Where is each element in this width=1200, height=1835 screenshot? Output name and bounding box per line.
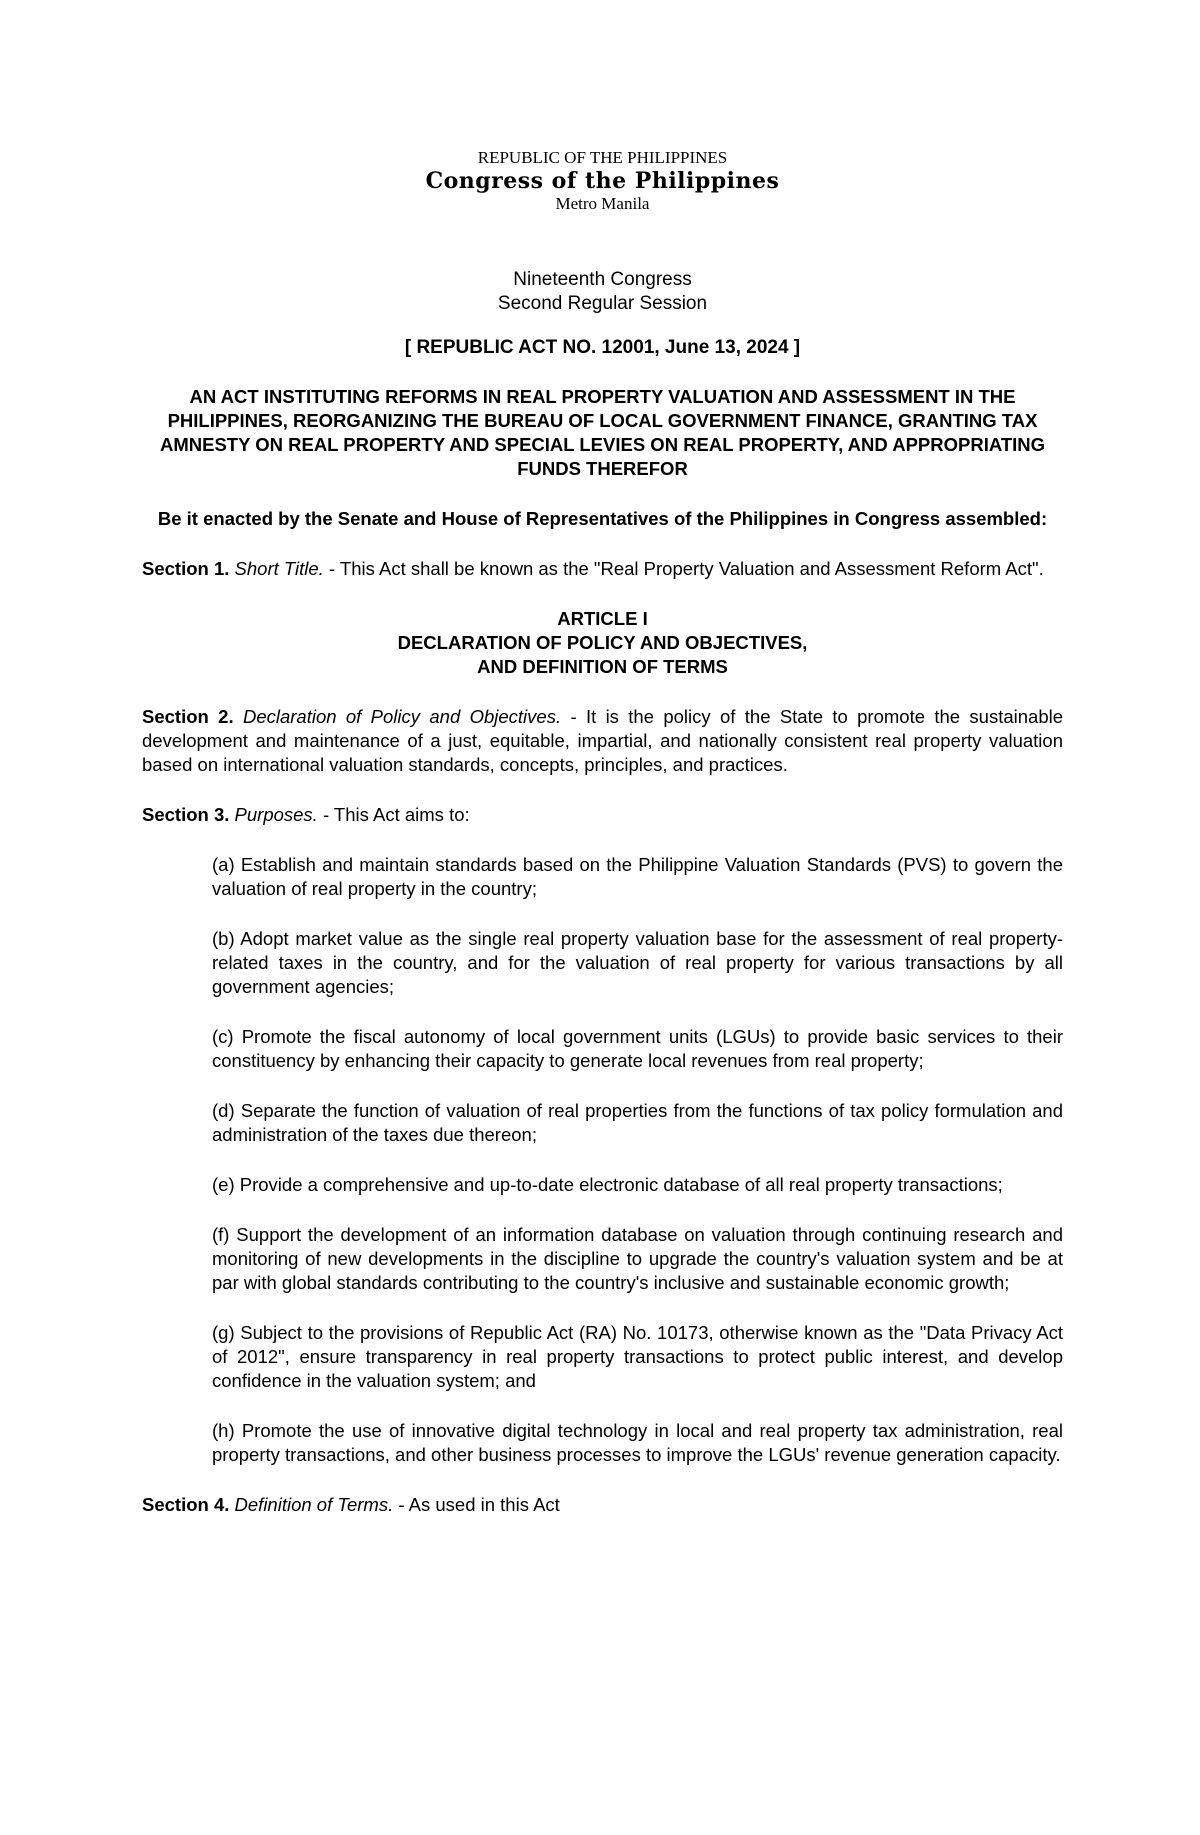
article-1-number: ARTICLE I bbox=[557, 608, 648, 629]
section-3-label: Section 3. bbox=[142, 804, 230, 825]
session-name: Second Regular Session bbox=[497, 293, 708, 314]
section-3-item-e: (e) Provide a comprehensive and up-to-date electronic database of all real property transactions; bbox=[212, 1174, 1003, 1195]
section-2-title: Declaration of Policy and Objectives. bbox=[242, 706, 562, 727]
section-3 bbox=[142, 803, 1063, 827]
republic-act-number: [ REPUBLIC ACT NO. 12001, June 13, 2024 ] bbox=[404, 337, 801, 358]
section-3-item-g: (g) Subject to the provisions of Republic Act (RA) No. 10173, otherwise known as the "Data Privacy Act of 2012", ensure transparency in real property transactions to protect public interest, and develop confidence in the valuation system; and bbox=[212, 1322, 1063, 1391]
act-title: AN ACT INSTITUTING REFORMS IN REAL PROPERTY VALUATION AND ASSESSMENT IN THE PHILIPPINES, REORGANIZING THE BUREAU OF LOCAL GOVERNMENT FINANCE, GRANTING TAX AMNESTY ON REAL PROPERTY AND SPECIAL LEVIES ON REAL PROPERTY, AND APPROPRIATING FUNDS THEREFOR bbox=[159, 386, 1046, 479]
section-1-label: Section 1. bbox=[142, 558, 230, 579]
section-3-title: Purposes. bbox=[234, 804, 318, 825]
session-block bbox=[142, 268, 1063, 316]
congress-number: Nineteenth Congress bbox=[513, 269, 692, 290]
section-3-items bbox=[212, 853, 1063, 1467]
section-4-text: - As used in this Act bbox=[393, 1494, 560, 1515]
document-page bbox=[142, 148, 1063, 1517]
section-3-item-c: (c) Promote the fiscal autonomy of local government units (LGUs) to provide basic services to their constituency by enhancing their capacity to generate local revenues from real property; bbox=[212, 1026, 1063, 1071]
location: Metro Manila bbox=[555, 194, 650, 213]
section-1-text: - This Act shall be known as the "Real Property Valuation and Assessment Reform Act". bbox=[323, 558, 1044, 579]
republic-heading: REPUBLIC OF THE PHILIPPINES bbox=[477, 148, 728, 167]
section-3-item-a: (a) Establish and maintain standards based on the Philippine Valuation Standards (PVS) to govern the valuation of real property in the country; bbox=[212, 854, 1063, 899]
section-4 bbox=[142, 1493, 1063, 1517]
section-3-item-h: (h) Promote the use of innovative digital technology in local and real property tax administration, real property transactions, and other business processes to improve the LGUs' revenue generation capacity. bbox=[212, 1420, 1063, 1465]
section-1 bbox=[142, 557, 1063, 581]
section-3-item-d: (d) Separate the function of valuation of real properties from the functions of tax policy formulation and administration of the taxes due thereon; bbox=[212, 1100, 1063, 1145]
section-3-text: - This Act aims to: bbox=[317, 804, 470, 825]
article-1-heading bbox=[142, 607, 1063, 679]
section-2-text: - It is the policy of the State to promote the sustainable development and maintenance of a just, equitable, impartial, and nationally consistent real property valuation based on international valuation standards, concepts, principles, and practices. bbox=[142, 706, 1064, 775]
article-1-title-line-1: DECLARATION OF POLICY AND OBJECTIVES, bbox=[397, 632, 808, 653]
enacting-clause: Be it enacted by the Senate and House of Representatives of the Philippines in Congress assembled: bbox=[157, 508, 1048, 529]
section-2 bbox=[142, 705, 1063, 777]
section-3-item-f: (f) Support the development of an information database on valuation through continuing research and monitoring of new developments in the discipline to upgrade the country's valuation system and be at par with global standards contributing to the country's inclusive and sustainable economic growth; bbox=[212, 1224, 1063, 1293]
section-4-label: Section 4. bbox=[142, 1494, 230, 1515]
section-3-item-b: (b) Adopt market value as the single real property valuation base for the assessment of real property-related taxes in the country, and for the valuation of real property for various transactions by all government agencies; bbox=[212, 928, 1063, 997]
article-1-title-line-2: AND DEFINITION OF TERMS bbox=[477, 656, 728, 677]
section-1-title: Short Title. bbox=[234, 558, 324, 579]
congress-name: Congress of the Philippines bbox=[425, 168, 780, 194]
section-2-label: Section 2. bbox=[142, 706, 234, 727]
section-4-title: Definition of Terms. bbox=[234, 1494, 394, 1515]
